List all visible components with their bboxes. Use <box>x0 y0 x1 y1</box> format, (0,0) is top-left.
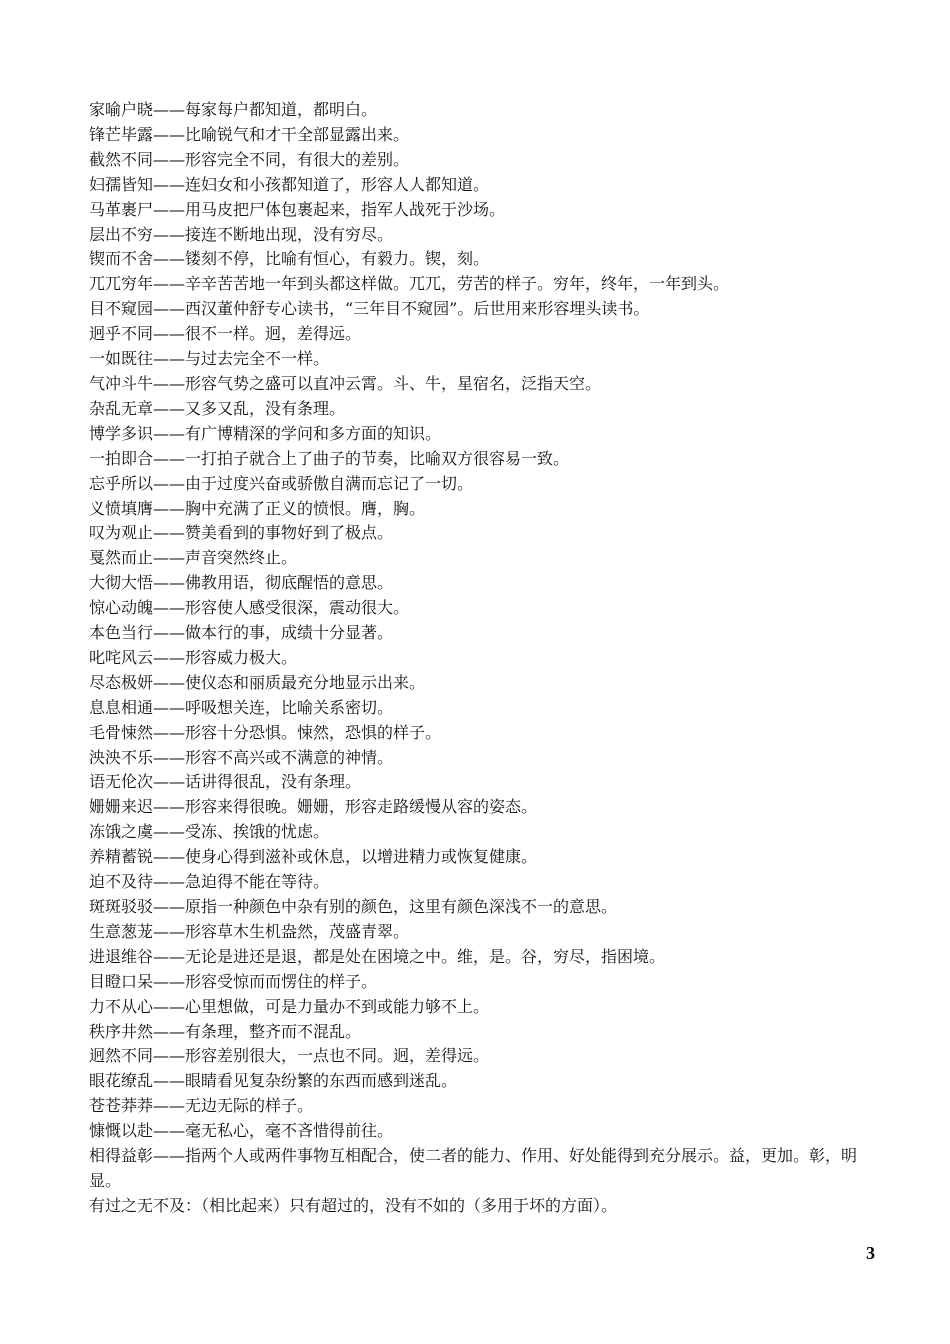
idiom-entry: 生意葱茏——形容草木生机盎然，茂盛青翠。 <box>89 921 410 941</box>
idiom-entry: 惊心动魄——形容使人感受很深，震动很大。 <box>89 598 410 618</box>
idiom-entry: 相得益彰——指两个人或两件事物互相配合，使二者的能力、作用、好处能得到充分展示。益，更加。彰，明显。 <box>89 1146 858 1190</box>
idiom-entry: 锋芒毕露——比喻锐气和才干全部显露出来。 <box>89 124 410 144</box>
idiom-entry: 冻饿之虞——受冻、挨饿的忧虑。 <box>89 822 330 842</box>
idiom-entry: 叱咤风云——形容威力极大。 <box>89 647 298 667</box>
idiom-entry: 大彻大悟——佛教用语，彻底醒悟的意思。 <box>89 573 394 593</box>
idiom-entry: 层出不穷——接连不断地出现，没有穷尽。 <box>89 224 394 244</box>
idiom-entry: 泱泱不乐——形容不高兴或不满意的神情。 <box>89 747 394 767</box>
idiom-entry: 迥乎不同——很不一样。迥，差得远。 <box>89 324 362 344</box>
idiom-entry: 忘乎所以——由于过度兴奋或骄傲自满而忘记了一切。 <box>89 473 474 493</box>
idiom-entry: 苍苍莽莽——无边无际的样子。 <box>89 1096 314 1116</box>
idiom-entry: 慷慨以赴——毫无私心，毫不吝惜得前往。 <box>89 1121 394 1141</box>
idiom-entry: 一如既往——与过去完全不一样。 <box>89 349 330 369</box>
idiom-list <box>89 98 885 1219</box>
idiom-entry: 毛骨悚然——形容十分恐惧。悚然，恐惧的样子。 <box>89 722 442 742</box>
idiom-entry: 叹为观止——赞美看到的事物好到了极点。 <box>89 523 394 543</box>
idiom-entry: 眼花缭乱——眼睛看见复杂纷繁的东西而感到迷乱。 <box>89 1071 458 1091</box>
idiom-entry: 截然不同——形容完全不同，有很大的差别。 <box>89 149 410 169</box>
idiom-entry: 息息相通——呼吸想关连，比喻关系密切。 <box>89 697 394 717</box>
idiom-entry: 斑斑驳驳——原指一种颜色中杂有别的颜色，这里有颜色深浅不一的意思。 <box>89 897 618 916</box>
idiom-entry: 进退维谷——无论是进还是退，都是处在困境之中。维，是。谷，穷尽，指困境。 <box>89 946 666 966</box>
idiom-entry: 力不从心——心里想做，可是力量办不到或能力够不上。 <box>89 996 490 1016</box>
page-number: 3 <box>866 1243 875 1263</box>
idiom-entry: 姗姗来迟——形容来得很晚。姗姗，形容走路缓慢从容的姿态。 <box>89 797 538 817</box>
idiom-entry: 养精蓄锐——使身心得到滋补或休息，以增进精力或恢复健康。 <box>89 847 538 867</box>
idiom-entry: 一拍即合——一打拍子就合上了曲子的节奏，比喻双方很容易一致。 <box>89 448 570 468</box>
idiom-entry: 马革裹尸——用马皮把尸体包裹起来，指军人战死于沙场。 <box>89 199 506 219</box>
idiom-entry: 戛然而止——声音突然终止。 <box>89 548 298 568</box>
idiom-entry: 秩序井然——有条理，整齐而不混乱。 <box>89 1021 362 1041</box>
idiom-entry: 本色当行——做本行的事，成绩十分显著。 <box>89 623 394 643</box>
idiom-entry: 气冲斗牛——形容气势之盛可以直冲云霄。斗、牛，星宿名，泛指天空。 <box>89 373 602 393</box>
idiom-entry: 目瞪口呆——形容受惊而而愣住的样子。 <box>89 971 378 991</box>
idiom-entry: 有过之无不及：（相比起来）只有超过的，没有不如的（多用于坏的方面）。 <box>89 1195 618 1215</box>
idiom-entry: 杂乱无章——又多又乱，没有条理。 <box>89 398 346 418</box>
idiom-entry: 迥然不同——形容差别很大，一点也不同。迥，差得远。 <box>89 1046 490 1066</box>
idiom-entry: 妇孺皆知——连妇女和小孩都知道了，形容人人都知道。 <box>89 174 490 194</box>
idiom-entry: 语无伦次——话讲得很乱，没有条理。 <box>89 772 362 792</box>
idiom-entry: 兀兀穷年——辛辛苦苦地一年到头都这样做。兀兀，劳苦的样子。穷年，终年，一年到头。 <box>89 274 730 294</box>
idiom-entry: 目不窥园——西汉董仲舒专心读书，“三年目不窥园”。后世用来形容埋头读书。 <box>89 299 650 319</box>
idiom-entry: 尽态极妍——使仪态和丽质最充分地显示出来。 <box>89 672 426 692</box>
idiom-entry: 家喻户晓——每家每户都知道，都明白。 <box>89 100 378 119</box>
idiom-entry: 博学多识——有广博精深的学问和多方面的知识。 <box>89 423 442 443</box>
idiom-entry: 义愤填膺——胸中充满了正义的愤恨。膺，胸。 <box>89 498 426 518</box>
idiom-entry: 迫不及待——急迫得不能在等待。 <box>89 872 330 892</box>
idiom-entry: 锲而不舍——镂刻不停，比喻有恒心，有毅力。锲，刻。 <box>89 249 490 269</box>
